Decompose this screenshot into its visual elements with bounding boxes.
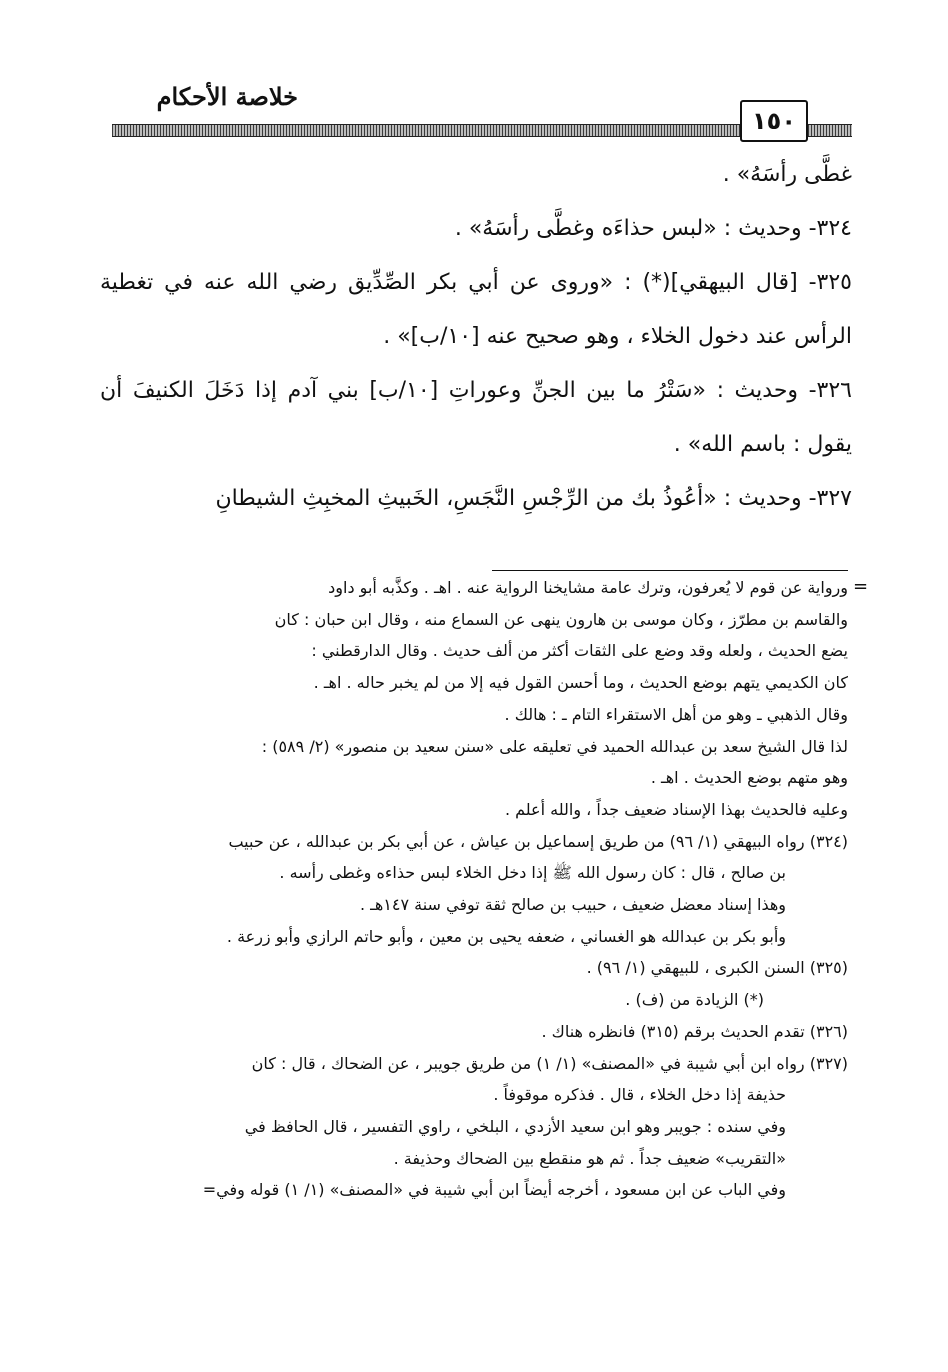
- footnote-line: والقاسم بن مطرّز ، وكان موسى بن هارون ينهى عن السماع منه ، وقال ابن حبان : كان: [274, 609, 848, 629]
- footnote-line: وفي سنده : جويبر وهو ابن سعيد الأزدي ، البلخي ، راوي التفسير ، قال الحافظ في: [244, 1116, 786, 1136]
- footnote-line: يضع الحديث ، ولعله وقد وضع على الثقات أكثر من ألف حديث . وقال الدارقطني :: [311, 641, 848, 661]
- running-title: خلاصة الأحكام: [156, 82, 298, 111]
- main-text: [100, 148, 852, 526]
- footnote-line: لذا قال الشيخ سعد بن عبدالله الحميد في تعليقه على «سنن سعيد بن منصور» (٢/ ٥٨٩) :: [261, 736, 848, 756]
- footnote-325: (٣٢٥) السنن الكبرى ، للبيهقي (١/ ٩٦) .: [586, 958, 848, 978]
- hadith-325: ٣٢٥- [قال البيهقي](*) : «وروى عن أبي بكر الصِّدِّيق رضي الله عنه في تغطية الرأس عند دخول الخلاء ، وهو صحيح عنه [١٠/ب]» .: [100, 270, 852, 349]
- footnote-line: وهذا إسناد معضل ضعيف ، حبيب بن صالح ثقة توفي سنة ١٤٧هـ .: [359, 895, 786, 915]
- footnote-star: (*) الزيادة من (ف) .: [625, 990, 764, 1010]
- footnote-continuation-mark: =: [853, 576, 869, 597]
- hadith-324: ٣٢٤- وحديث : «لبس حذاءَه وغطَّى رأسَهُ» .: [454, 216, 852, 241]
- footnote-326: (٣٢٦) تقدم الحديث برقم (٣١٥) فانظره هناك .: [541, 1021, 848, 1041]
- hadith-327: ٣٢٧- وحديث : «أعُوذُ بك من الرِّجْسِ النَّجَسِ، الخَبيثِ المخبِثِ الشيطانِ: [215, 486, 852, 511]
- main-paragraph: غطَّى رأسَهُ» .: [722, 162, 852, 187]
- footnote-line: «التقريب» ضعيف جداً . ثم هو منقطع بين الضحاك وحذيفة .: [393, 1148, 786, 1168]
- footnote-line: حذيفة إذا دخل الخلاء ، قال . فذكره موقوفاً .: [493, 1085, 786, 1105]
- footnote-line: وهو متهم بوضع الحديث . اهـ .: [650, 768, 848, 788]
- footnote-324: (٣٢٤) رواه البيهقي (١/ ٩٦) من طريق إسماعيل بن عياش ، عن أبي بكر بن عبدالله ، عن حبيب: [228, 831, 848, 851]
- footnote-line: وفي الباب عن ابن مسعود ، أخرجه أيضاً ابن أبي شيبة في «المصنف» (١/ ١) قوله وفي=: [202, 1180, 786, 1200]
- footnote-separator: [492, 570, 848, 571]
- footnote-327: (٣٢٧) رواه ابن أبي شيبة في «المصنف» (١/ ١) من طريق جويبر ، عن الضحاك ، قال : كان: [251, 1053, 848, 1073]
- footnote-line: كان الكديمي يتهم بوضع الحديث ، وما أحسن القول فيه إلا من لم يخبر حاله . اهـ .: [313, 673, 848, 693]
- page-number: ١٥٠: [740, 100, 808, 142]
- footnote-line: ورواية عن قوم لا يُعرفون، وترك عامة مشايخنا الرواية عنه . اهـ . وكذَّبه أبو داود: [328, 578, 848, 597]
- hadith-326: ٣٢٦- وحديث : «سَتْرُ ما بين الجنِّ وعوراتِ [١٠/ب] بني آدم إذا دَخَلَ الكنيفَ أن يقول : باسم الله» .: [100, 378, 852, 457]
- footnote-line: وعليه فالحديث بهذا الإسناد ضعيف جداً ، والله أعلم .: [504, 799, 848, 819]
- footnote-line: وقال الذهبي ـ وهو من أهل الاستقراء التام ـ : هالك .: [504, 704, 848, 724]
- footnote-line: وأبو بكر بن عبدالله هو الغساني ، ضعفه يحيى بن معين ، وأبو حاتم الرازي وأبو زرعة .: [226, 926, 786, 946]
- footnotes: [98, 572, 848, 1206]
- footnote-line: بن صالح ، قال : كان رسول الله ﷺ إذا دخل الخلاء لبس حذاءه وغطى رأسه .: [279, 863, 786, 883]
